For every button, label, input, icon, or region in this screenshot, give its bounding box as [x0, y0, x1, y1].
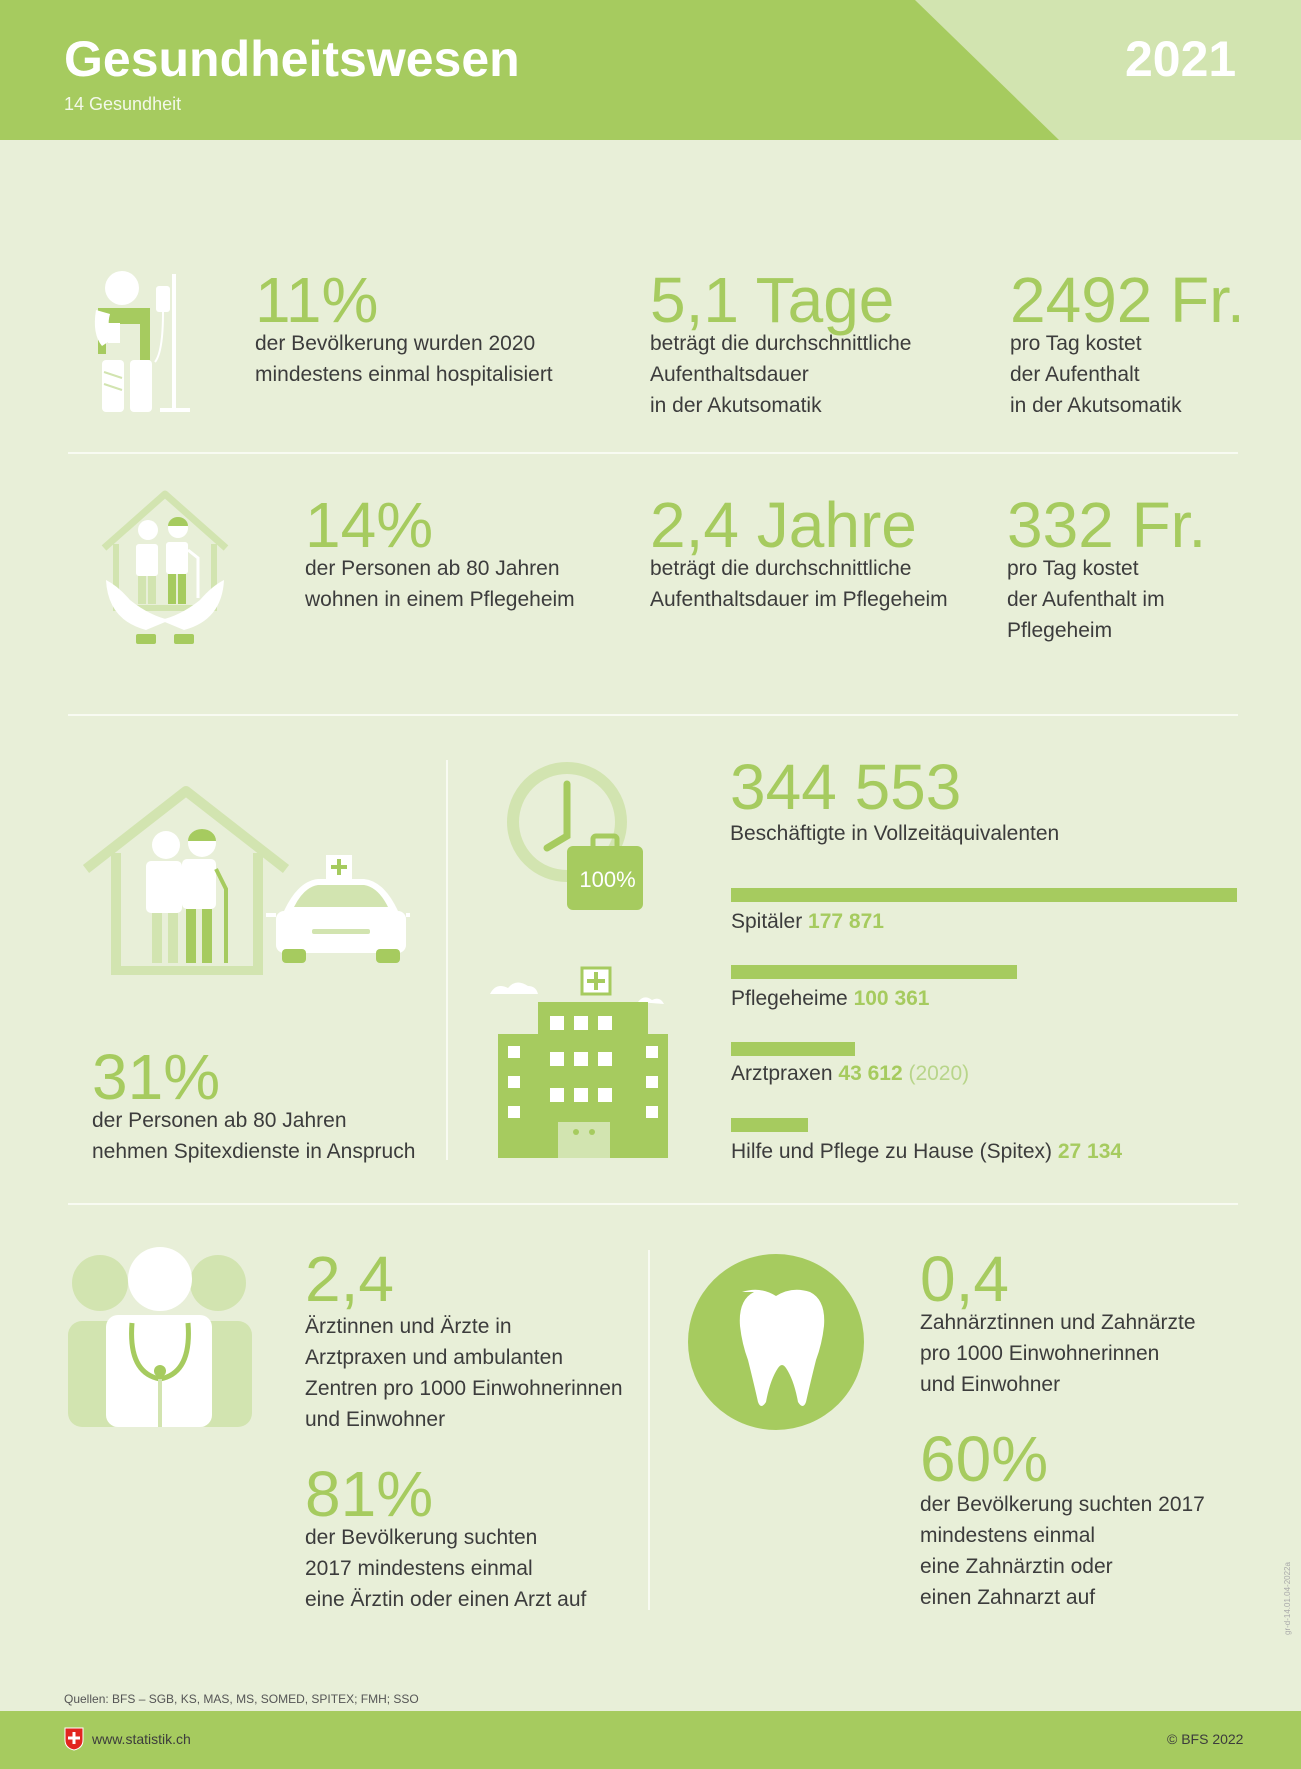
footer-website-link[interactable]: www.statistik.ch [92, 1731, 191, 1747]
dentists-density-text: Zahnärztinnen und Zahnärzte pro 1000 Einwohnerinnen und Einwohner [920, 1311, 1196, 1396]
page-subtitle: 14 Gesundheit [64, 94, 182, 114]
employee-bar [731, 1042, 855, 1056]
employee-bar-category: Arztpraxen [731, 1062, 839, 1085]
employee-bar-category: Spitäler [731, 910, 809, 933]
care-home-cost-text: pro Tag kostet der Aufenthalt im Pflegeheim [1007, 557, 1165, 642]
care-home-stay: 2,4 Jahre [650, 489, 917, 561]
acute-stay-length: 5,1 Tage [650, 264, 895, 336]
tooth-icon [686, 1252, 866, 1432]
dentist-visit-text: der Bevölkerung suchten 2017 mindestens einmal eine Zahnärztin oder einen Zahnarzt auf [920, 1493, 1205, 1609]
swiss-flag-icon [64, 1727, 84, 1751]
divider-vertical [648, 1250, 650, 1610]
employee-bar-value: 43 612 [838, 1062, 903, 1085]
employee-bar-label [731, 910, 884, 934]
page-title: Gesundheitswesen [64, 31, 520, 87]
divider [68, 452, 1238, 454]
divider-vertical [446, 760, 448, 1160]
employee-bar-value: 27 134 [1057, 1140, 1123, 1163]
employee-bar-value: 100 361 [853, 987, 930, 1010]
employee-bar [731, 888, 1237, 902]
dentists-density: 0,4 [920, 1243, 1009, 1315]
home-care-house-car-icon [80, 785, 410, 975]
acute-cost-text: pro Tag kostet der Aufenthalt in der Akutsomatik [1010, 332, 1182, 417]
doctor-visit-share: 81% [305, 1458, 434, 1530]
doctor-visit-text: der Bevölkerung suchten 2017 mindestens einmal eine Ärztin oder einen Arzt auf [305, 1526, 587, 1611]
employee-bar-category: Pflegeheime [731, 987, 854, 1010]
spitex-share: 31% [92, 1041, 221, 1113]
patient-icon [90, 268, 200, 418]
employee-bar-value: 177 871 [808, 910, 884, 933]
care-home-hands-icon [100, 488, 230, 646]
care-home-daily-cost: 332 Fr. [1007, 489, 1207, 561]
acute-stay-text: beträgt die durchschnittliche Aufenthaltsdauer in der Akutsomatik [650, 332, 912, 417]
care-home-stay-text: beträgt die durchschnittliche Aufenthaltsdauer im Pflegeheim [650, 557, 948, 611]
hospitalised-text: der Bevölkerung wurden 2020 mindestens einmal hospitalisiert [255, 332, 553, 386]
employee-bar-label [731, 987, 930, 1011]
footer-copyright: © BFS 2022 [1167, 1731, 1244, 1747]
footer-bar [0, 1711, 1301, 1769]
employee-bar [731, 1118, 808, 1132]
hospitalised-share: 11% [255, 264, 379, 336]
acute-daily-cost: 2492 Fr. [1010, 264, 1245, 336]
employee-bar [731, 965, 1017, 979]
hospital-building-icon [488, 966, 673, 1158]
doctor-icon [68, 1245, 253, 1430]
doctors-density-text: Ärztinnen und Ärzte in Arztpraxen und ambulanten Zentren pro 1000 Einwohnerinnen und Einwohner [305, 1315, 623, 1431]
sources-note: Quellen: BFS – SGB, KS, MAS, MS, SOMED, SPITEX; FMH; SSO [64, 1692, 419, 1706]
employee-bar-note: (2020) [902, 1062, 970, 1085]
spitex-text: der Personen ab 80 Jahren nehmen Spitexdienste in Anspruch [92, 1109, 416, 1163]
graphic-code: gr-d-14.01.04-2022a [1283, 1562, 1292, 1635]
dentist-visit-share: 60% [920, 1423, 1049, 1495]
employees-label: Beschäftigte in Vollzeitäquivalenten [730, 822, 1060, 845]
fulltime-badge-label: 100% [579, 867, 636, 892]
doctors-density: 2,4 [305, 1243, 394, 1315]
page-year: 2021 [1125, 31, 1237, 87]
employee-bar-label [731, 1062, 969, 1086]
divider [68, 714, 1238, 716]
divider [68, 1203, 1238, 1205]
header-accent-shape [915, 0, 1301, 140]
employee-bar-label [731, 1140, 1122, 1164]
employee-bar-category: Hilfe und Pflege zu Hause (Spitex) [731, 1140, 1058, 1163]
care-home-share-text: der Personen ab 80 Jahren wohnen in einem Pflegeheim [305, 557, 575, 611]
care-home-share: 14% [305, 489, 434, 561]
employees-total: 344 553 [730, 751, 962, 823]
